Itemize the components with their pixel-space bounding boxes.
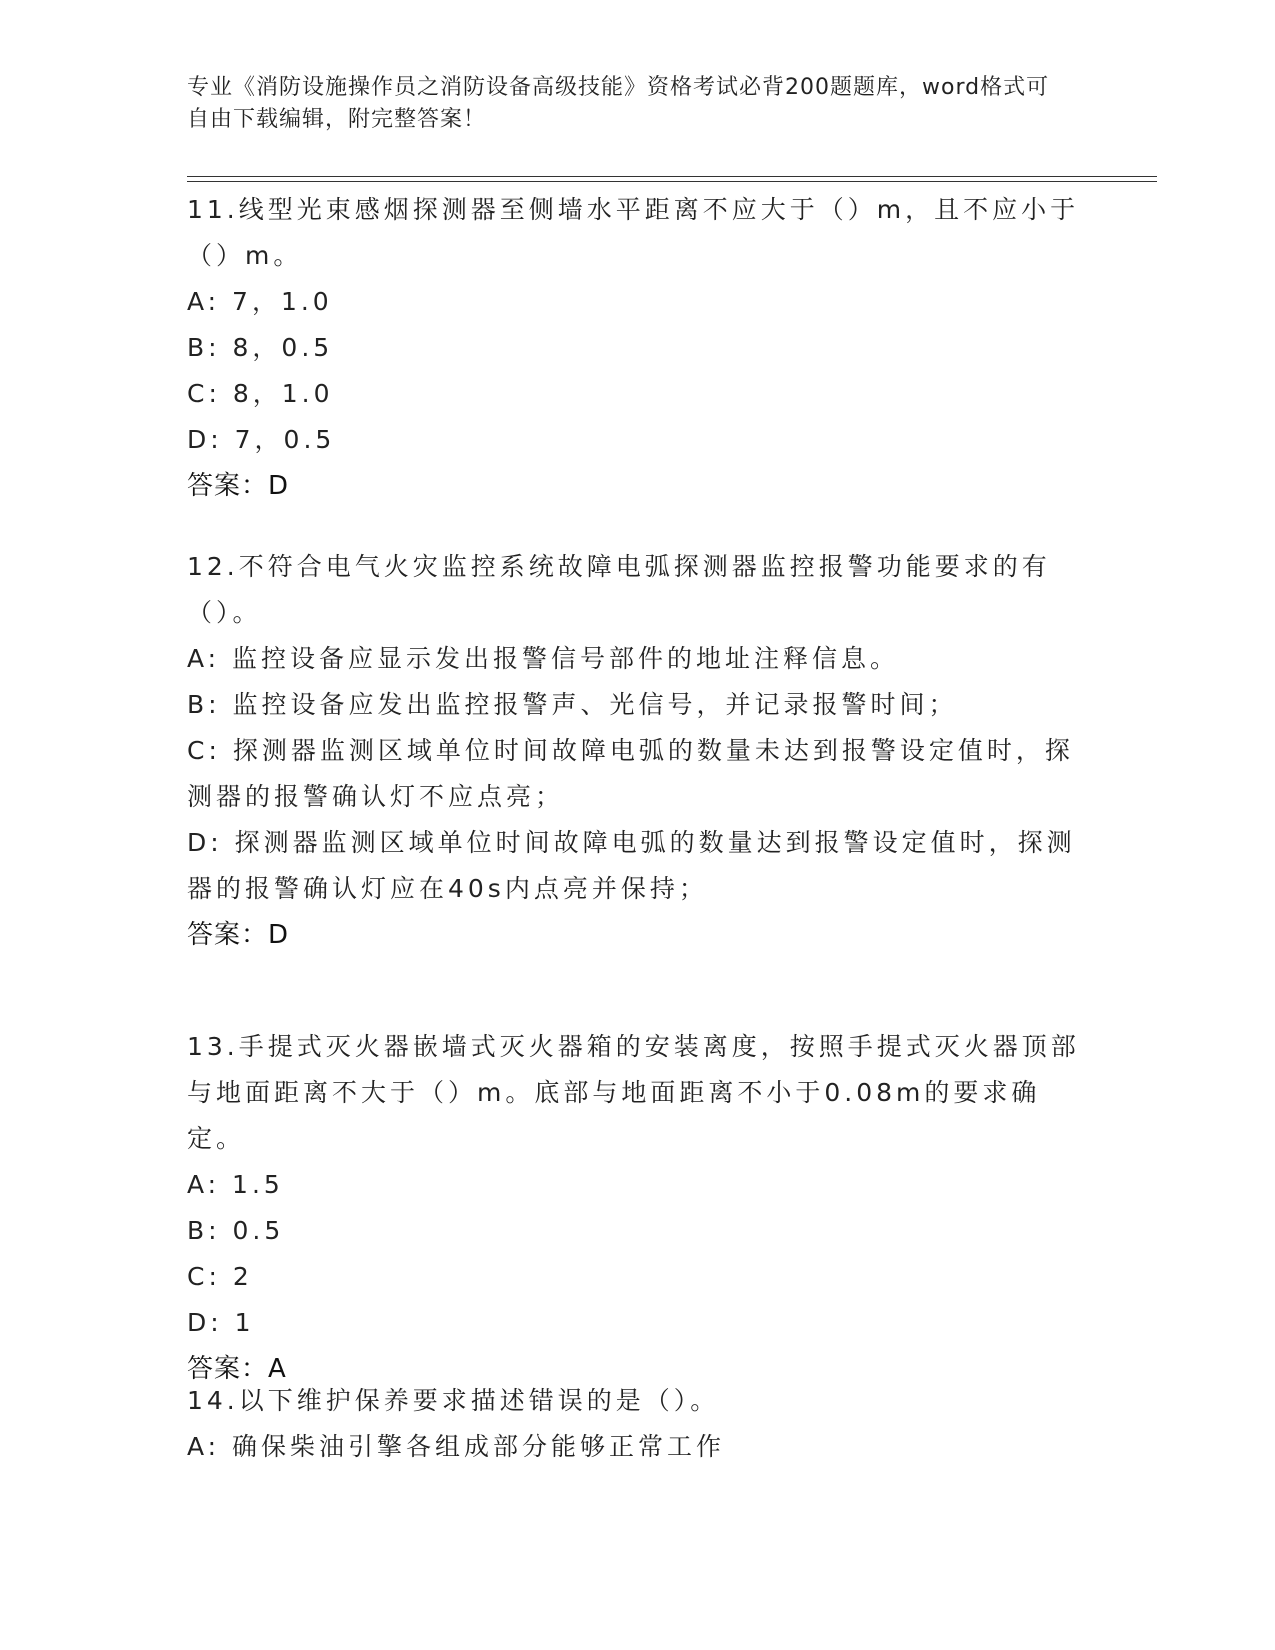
option-text: 监控设备应发出监控报警声、光信号，并记录报警时间； [232, 690, 958, 719]
option-text: 探测器监测区域单位时间故障电弧的数量达到报警设定值时，探测器的报警确认灯应在40s内点亮并保持； [187, 828, 1076, 903]
question-option-d [187, 1300, 1087, 1346]
option-text: 确保柴油引擎各组成部分能够正常工作 [232, 1432, 726, 1461]
option-letter: A: [187, 644, 221, 673]
document-header: 专业《消防设施操作员之消防设备高级技能》资格考试必背200题题库，word格式可自由下载编辑，附完整答案！ [187, 75, 1050, 132]
question-option-c [187, 728, 1087, 820]
option-letter: B: [187, 1216, 221, 1245]
option-letter: A: [187, 1170, 221, 1199]
question-12 [187, 544, 1087, 958]
question-11 [187, 187, 1087, 509]
option-text: 探测器监测区域单位时间故障电弧的数量未达到报警设定值时，探测器的报警确认灯不应点亮； [187, 736, 1074, 811]
question-option-d [187, 417, 1087, 463]
question-option-a [187, 279, 1087, 325]
question-stem: 13.手提式灭火器嵌墙式灭火器箱的安装离度，按照手提式灭火器顶部与地面距离不大于（）m。底部与地面距离不小于0.08m的要求确定。 [187, 1032, 1080, 1153]
header-divider-bottom [187, 181, 1157, 182]
question-stem: 12.不符合电气火灾监控系统故障电弧探测器监控报警功能要求的有（）。 [187, 552, 1051, 627]
option-letter: C: [187, 379, 221, 408]
option-letter: C: [187, 736, 221, 765]
question-option-c [187, 1254, 1087, 1300]
header-divider-top [187, 176, 1157, 177]
option-text: 0.5 [232, 1216, 285, 1245]
question-answer: 答案：D [187, 920, 290, 950]
question-option-a [187, 1162, 1087, 1208]
option-text: 8，1.0 [232, 379, 334, 408]
option-letter: D: [187, 425, 223, 454]
option-letter: D: [187, 828, 223, 857]
option-letter: B: [187, 690, 221, 719]
option-letter: A: [187, 287, 221, 316]
question-option-b [187, 682, 1087, 728]
option-letter: B: [187, 333, 221, 362]
question-answer: 答案：A [187, 1354, 287, 1384]
question-option-a [187, 1424, 1087, 1470]
option-letter: D: [187, 1308, 223, 1337]
question-option-b [187, 325, 1087, 371]
option-text: 7，0.5 [234, 425, 336, 454]
option-text: 1 [234, 1308, 255, 1337]
question-option-d [187, 820, 1087, 912]
question-option-c [187, 371, 1087, 417]
option-text: 1.5 [232, 1170, 284, 1199]
question-option-b [187, 1208, 1087, 1254]
question-option-a [187, 636, 1087, 682]
option-letter: C: [187, 1262, 221, 1291]
question-13 [187, 1024, 1087, 1392]
option-text: 2 [232, 1262, 253, 1291]
option-text: 监控设备应显示发出报警信号部件的地址注释信息。 [232, 644, 900, 673]
question-stem: 14.以下维护保养要求描述错误的是（）。 [187, 1386, 720, 1415]
option-text: 8，0.5 [232, 333, 334, 362]
option-text: 7，1.0 [232, 287, 333, 316]
question-answer: 答案：D [187, 471, 290, 501]
question-14 [187, 1378, 1087, 1470]
question-stem: 11.线型光束感烟探测器至侧墙水平距离不应大于（）m，且不应小于（）m。 [187, 195, 1080, 270]
option-letter: A: [187, 1432, 221, 1461]
